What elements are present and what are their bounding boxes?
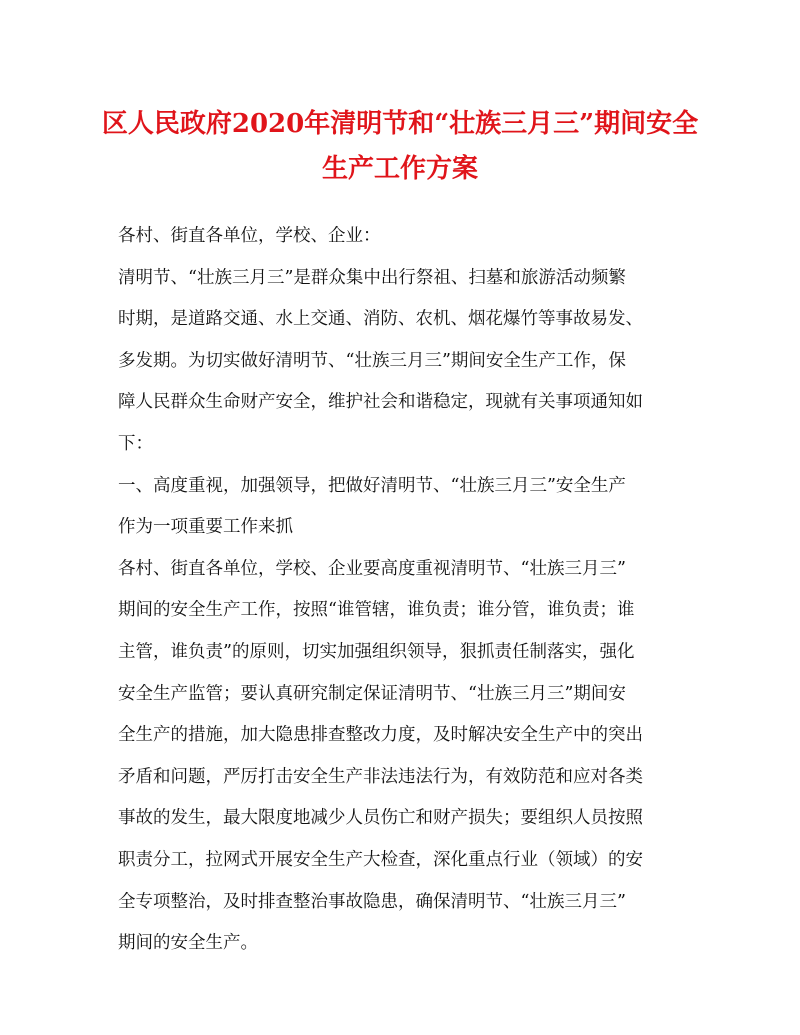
paragraph-line: 下： — [118, 433, 153, 454]
paragraph-line: 职责分工，拉网式开展安全生产大检查，深化重点行业（领域）的安 — [118, 849, 643, 870]
paragraph-line: 时期，是道路交通、水上交通、消防、农机、烟花爆竹等事故易发、 — [118, 309, 643, 330]
paragraph-line: 全生产的措施，加大隐患排查整改力度，及时解决安全生产中的突出 — [118, 725, 643, 746]
document-body — [118, 216, 688, 965]
salutation: 各村、街直各单位，学校、企业： — [118, 226, 381, 246]
paragraph-line: 全专项整治，及时排查整治事故隐患，确保清明节、“壮族三月三” — [118, 891, 626, 912]
paragraph-line: 事故的发生，最大限度地减少人员伤亡和财产损失；要组织人员按照 — [118, 808, 643, 829]
paragraph-line: 矛盾和问题，严厉打击安全生产非法违法行为，有效防范和应对各类 — [118, 766, 643, 787]
title-line-2: 生产工作方案 — [321, 154, 478, 184]
section-heading-line: 一、高度重视，加强领导，把做好清明节、“壮族三月三”安全生产 — [118, 475, 626, 496]
paragraph-line: 多发期。为切实做好清明节、“壮族三月三”期间安全生产工作，保 — [118, 350, 626, 371]
paragraph-line: 清明节、“壮族三月三”是群众集中出行祭祖、扫墓和旅游活动频繁 — [118, 267, 626, 288]
paragraph-line: 主管，谁负责”的原则，切实加强组织领导，狠抓责任制落实，强化 — [118, 641, 635, 662]
paragraph-line: 期间的安全生产工作，按照“谁管辖，谁负责；谁分管，谁负责；谁 — [118, 600, 635, 621]
section-heading-line: 作为一项重要工作来抓 — [118, 517, 293, 538]
document-title — [0, 102, 800, 192]
paragraph-line: 障人民群众生命财产安全，维护社会和谐稳定，现就有关事项通知如 — [118, 392, 643, 413]
paragraph-line: 期间的安全生产。 — [118, 933, 258, 954]
paragraph-line: 安全生产监管；要认真研究制定保证清明节、“壮族三月三”期间安 — [118, 683, 626, 704]
paragraph-line: 各村、街直各单位，学校、企业要高度重视清明节、“壮族三月三” — [118, 558, 626, 579]
title-line-1: 区人民政府2020年清明节和“壮族三月三”期间安全 — [101, 109, 699, 139]
